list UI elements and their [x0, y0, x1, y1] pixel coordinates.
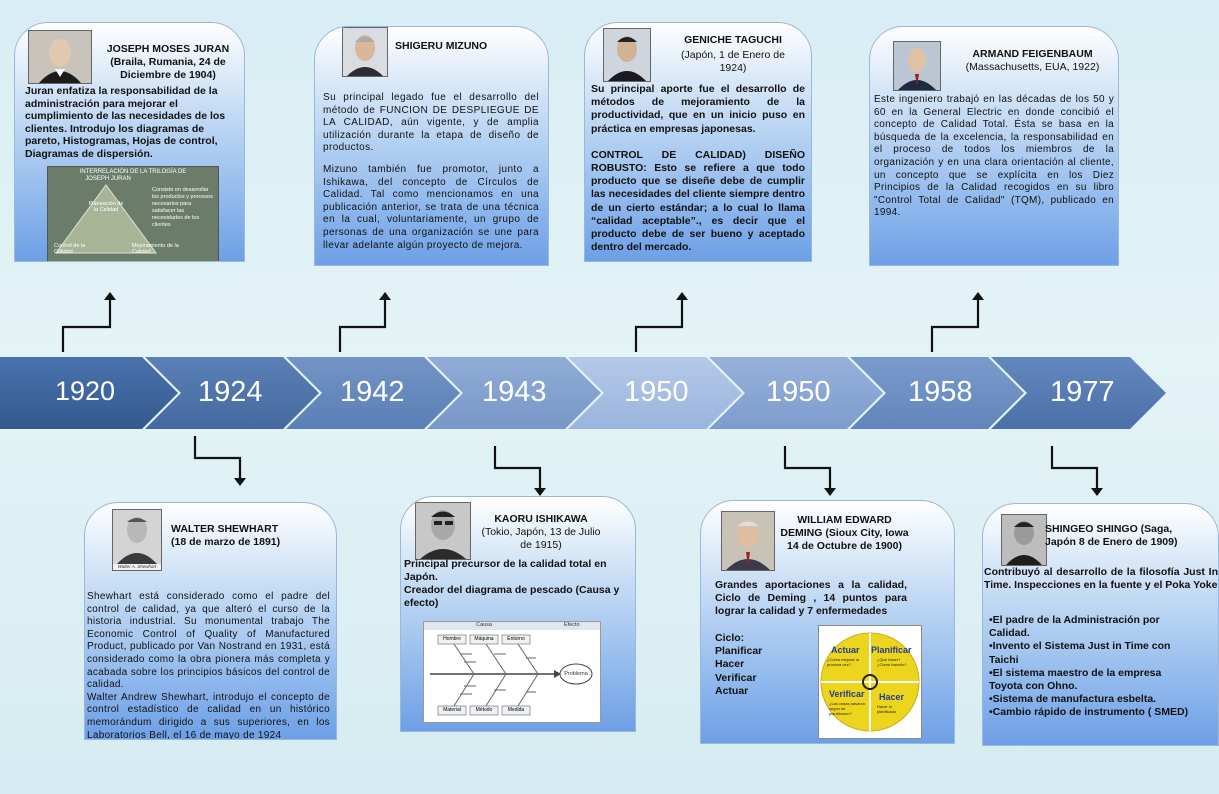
- mizuno-card: [314, 26, 549, 266]
- pdca-verificar: Verificar: [829, 689, 865, 699]
- ishikawa-text-1: Principal precursor de la calidad total en Japón.: [404, 558, 607, 583]
- deming-cycle-step-1: Planificar: [715, 645, 763, 658]
- juran-name: JOSEPH MOSES JURAN: [106, 43, 230, 55]
- deming-pdca-figure: [818, 625, 922, 739]
- trilogy-right-label: Mejoramiento de la Calidad: [132, 243, 179, 255]
- deming-cycle-heading: Ciclo:: [715, 632, 745, 644]
- pdca-hacer: Hacer: [879, 692, 905, 702]
- feigenbaum-name: ARMAND FEIGENBAUM: [972, 48, 1093, 60]
- ishikawa-origin-line1: (Tokio, Japón, 13 de Julio: [481, 526, 601, 538]
- shingo-photo: [1001, 514, 1047, 566]
- deming-card: [700, 500, 955, 744]
- shingo-name-line2: Japón 8 de Enero de 1909): [1045, 536, 1178, 548]
- connector-taguchi: [636, 300, 682, 352]
- year-label-3: 1942: [340, 376, 405, 408]
- fishbone-cause-top-2: Máquina: [474, 636, 494, 642]
- deming-description: Grandes aportaciones a la calidad, Ciclo de Deming , 14 puntos para lograr la calidad y 7 enfermedades: [715, 579, 907, 618]
- deming-cycle-step-4: Actuar: [715, 684, 749, 697]
- fishbone-cause-top-3: Entorno: [507, 636, 525, 642]
- mizuno-paragraph-1: Su principal legado fue el desarrollo del método de FUNCION DE DESPLIEGUE DE LA CALIDAD, aún vigente, y de amplia utilización durante la etapa de diseño de productos.: [323, 92, 539, 154]
- ishikawa-origin-line2: de 1915): [520, 539, 562, 551]
- connector-ishikawa: [495, 446, 540, 488]
- pdca-actuar: Actuar: [831, 645, 860, 655]
- taguchi-origin-line1: (Japón, 1 de Enero de: [681, 49, 785, 61]
- fishbone-efecto-label: Efecto: [564, 622, 580, 628]
- shingo-bullet-4: •Sistema de manufactura esbelta.: [989, 693, 1157, 706]
- deming-cycle-step-3: Verificar: [715, 671, 757, 684]
- pdca-planificar: Planificar: [871, 645, 912, 655]
- trilogy-description: Consiste en desarrollar los productos y procesos necesarios para satisfacer las necesidades de los clientes: [152, 187, 213, 228]
- connector-mizuno: [340, 300, 385, 352]
- taguchi-name: GENICHE TAGUCHI: [684, 34, 782, 46]
- shingo-bullet-2: •Invento el Sistema Just in Time con Taichi: [989, 640, 1171, 666]
- year-label-5: 1950: [624, 376, 689, 408]
- pdca-verificar-note: ¿Las cosas pasaron según se planificaron?: [829, 701, 866, 716]
- ishikawa-description: [404, 558, 632, 610]
- taguchi-description: [591, 83, 805, 262]
- taguchi-paragraph-1: Su principal aporte fue el desarrollo de métodos de mejoramiento de la productividad, que en un inicio puso en práctica en empresas japonesas.: [591, 83, 805, 135]
- shingo-bullet-5: •Cambio rápido de instrumento ( SMED): [989, 706, 1189, 719]
- fishbone-cause-bottom-3: Medida: [507, 707, 525, 713]
- shingo-card: [982, 503, 1219, 746]
- year-label-2: 1924: [198, 376, 263, 408]
- pdca-planificar-note: ¿Qué hacer? ¿Cómo hacerlo?: [877, 657, 907, 667]
- juran-card: [14, 22, 245, 262]
- ishikawa-text-2: Creador del diagrama de pescado (Causa y efecto): [404, 584, 620, 609]
- pdca-actuar-note: ¿Cómo mejorar la próxima vez?: [827, 657, 860, 667]
- ishikawa-photo: [415, 502, 471, 560]
- shingo-bullet-1: •El padre de la Administración por Calidad.: [989, 614, 1160, 640]
- juran-origin-line2: Diciembre de 1904): [120, 69, 216, 81]
- connector-feigenbaum: [932, 300, 978, 352]
- year-label-4: 1943: [482, 376, 547, 408]
- pdca-hacer-note: Hacer lo planificado: [877, 704, 897, 714]
- connector-shewhart: [195, 436, 240, 478]
- mizuno-description: [323, 92, 539, 261]
- shewhart-photo-caption: Walter A. Shewhart: [117, 564, 157, 569]
- connector-juran: [63, 300, 110, 352]
- trilogy-left-label: Control de la Calidad: [54, 243, 86, 255]
- fishbone-problema-label: Problema: [564, 671, 588, 677]
- mizuno-name: SHIGERU MIZUNO: [395, 40, 488, 52]
- shewhart-paragraph-1: Shewhart está considerado como el padre del control de calidad, ya que alteró el curso de la historia industrial. Su monumental trabajo The Economic Control of Quality of Manufactured Product, publicado por Van Nostrand en 1931, está considerado como la obra pionera más completa y acabada sobre los principios básicos del control de calidad.: [87, 591, 330, 691]
- ishikawa-card: [400, 496, 636, 732]
- fishbone-cause-bottom-2: Método: [475, 707, 493, 713]
- mizuno-photo: [342, 27, 388, 77]
- feigenbaum-origin: (Massachusetts, EUA, 1922): [965, 61, 1100, 73]
- shewhart-description: [87, 591, 330, 740]
- shewhart-paragraph-2: Walter Andrew Shewhart, introdujo el concepto de control estadístico de calidad en un histórico memorándum dirigido a sus superiores, en los Laboratorios Bell, el 16 de mayo de 1924: [87, 691, 330, 740]
- mizuno-paragraph-2: Mizuno también fue promotor, junto a Ishikawa, del concepto de Círculos de Calidad. Tal como mencionamos en una publicación anterior, se trata de una técnica en la cual, voluntariamente, un grupo de personas de una organización se une para llevar adelante algún proyecto de mejora.: [323, 163, 539, 251]
- deming-cycle-list: [715, 632, 795, 698]
- ishikawa-name: KAORU ISHIKAWA: [494, 513, 588, 525]
- juran-description: Juran enfatiza la responsabilidad de la administración para mejorar el cumplimiento de las necesidades de los clientes. Introdujo los diagramas de pareto, Histogramas, Hojas de control, Diagramas de dispersión.: [25, 85, 226, 160]
- shingo-bullet-3: •El sistema maestro de la empresa Toyota con Ohno.: [989, 666, 1162, 693]
- deming-cycle-step-2: Hacer: [715, 658, 745, 671]
- shewhart-photo: [112, 509, 162, 571]
- year-label-8: 1977: [1050, 376, 1115, 408]
- deming-name-line1: WILLIAM EDWARD: [797, 514, 892, 526]
- juran-trilogy-figure: [47, 166, 219, 262]
- connector-deming: [785, 446, 830, 488]
- feigenbaum-photo: [893, 41, 941, 91]
- trilogy-title-1: INTERRELACIÓN DE LA TRILOGÍA DE: [79, 169, 187, 175]
- trilogy-top-label: Planeación de la Calidad: [88, 201, 124, 213]
- year-label-6: 1950: [766, 376, 831, 408]
- taguchi-card: [584, 22, 812, 262]
- shewhart-card: [84, 502, 337, 740]
- timeline-arrow: [0, 357, 1219, 429]
- shewhart-name: WALTER SHEWHART: [171, 523, 279, 535]
- trilogy-title-2: JOSEPH JURAN: [85, 176, 131, 182]
- ishikawa-fishbone-diagram: [423, 621, 601, 723]
- taguchi-paragraph-2: CONTROL DE CALIDAD) DISEÑO ROBUSTO: Esto se refiere a que todo producto que se diseñe debe de cumplir las necesidades del cliente siempre dentro de un cierto estándar; a lo cual lo llama “calidad aceptable”., es decir que el producto debe de ser bueno y aceptado dentro del mercado.: [591, 148, 805, 254]
- fishbone-cause-bottom-1: Material: [443, 707, 461, 713]
- feigenbaum-card: [869, 26, 1119, 266]
- shingo-intro: Contribuyó al desarrollo de la filosofía Just In Time. Inspecciones en la fuente y el Poka Yoke: [984, 566, 1218, 591]
- taguchi-origin-line2: 1924): [719, 62, 747, 74]
- juran-origin-line1: (Braila, Rumania, 24 de: [110, 56, 226, 68]
- deming-name-line2: DEMING (Sioux City, Iowa: [780, 527, 909, 539]
- shingo-bullet-list: [989, 614, 1189, 720]
- shingo-name-line1: SHINGEO SHINGO (Saga,: [1045, 523, 1173, 535]
- deming-name-line3: 14 de Octubre de 1900): [787, 540, 902, 552]
- fishbone-cause-top-1: Hombre: [443, 636, 461, 642]
- year-label-7: 1958: [908, 376, 973, 408]
- year-label-1: 1920: [55, 376, 116, 406]
- feigenbaum-description: Este ingeniero trabajó en las décadas de los 50 y 60 en la General Electric en donde concibió el concepto de Calidad Total. Ésta se basa en la búsqueda de la excelencia, la responsabilidad en el proceso de todos los miembros de la organización y en una clara orientación al cliente, un concepto que se explícita en los Diez Principios de la Calidad recogidos en su libro "Control Total de Calidad" (TQM), publicado en 1994.: [874, 94, 1114, 219]
- shewhart-birth: (18 de marzo de 1891): [171, 536, 281, 548]
- fishbone-causa-label: Causa: [476, 622, 492, 628]
- juran-photo: [28, 30, 92, 84]
- connector-shingo: [1052, 446, 1097, 488]
- taguchi-photo: [603, 28, 651, 82]
